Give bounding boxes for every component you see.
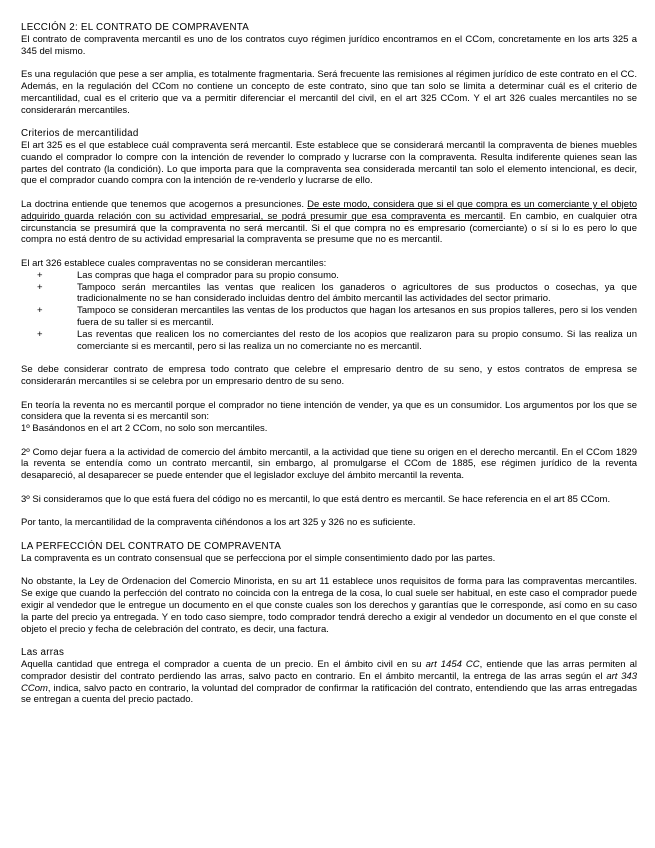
art325-paragraph: El art 325 es el que establece cuál compraventa será mercantil. Este establece que se considerará mercantil la compraventa de bienes muebles cuando el comprador lo compre con la intención de revender lo comprado y lucrarse con la compraventa. Resulta indiferente quienes sean las partes del contrato (la condición). Lo que importa para que la compraventa sea considerada mercantil tan solo el elemento intencional, es decir, que el comprador cuando compra con la intención de re-venderlo y lucrarse de ello. [21,139,637,187]
arras-heading: Las arras [21,647,65,659]
perfection-heading: LA PERFECCIÓN DEL CONTRATO DE COMPRAVENTA [21,541,282,553]
art343-reference: art 343 CCom [21,670,638,694]
consensual-paragraph: La compraventa es un contrato consensual que se perfecciona por el simple consentimiento dado por las partes. [21,552,496,564]
company-contract-paragraph: Se debe considerar contrato de empresa todo contrato que celebre el empresario dentro de su seno, y estos contratos de empresa se considerarán mercantiles si se celebra por un empresario dentro de su seno. [21,364,637,387]
list-item: + Las compras que haga el comprador para su propio consumo. [37,269,339,281]
bullet-plus-icon: + [37,281,43,293]
third-argument: 3º Si consideramos que lo que está fuera del código no es mercantil, lo que está dentro es mercantil. Se hace referencia en el art 85 CCom. [21,493,611,505]
first-argument: 1º Basándonos en el art 2 CCom, no solo son mercantiles. [21,423,268,435]
conclusion-paragraph: Por tanto, la mercantilidad de la compraventa ciñéndonos a los art 325 y 326 no es suficiente. [21,517,416,529]
intro-paragraph: El contrato de compraventa mercantil es uno de los contratos cuyo régimen jurídico encontramos en el CCom, concretamente en los arts 325 a 345 del mismo. [21,33,637,57]
doctrine-text-start: La doctrina entiende que tenemos que acogernos a presunciones. [21,198,308,210]
document-page [21,22,637,718]
theory-paragraph: En teoría la reventa no es mercantil porque el comprador no tiene intención de vender, ya que es un consumidor. Los argumentos por los que se considera que la reventa si es mercantil son: [21,399,637,423]
arras-paragraph: Aquella cantidad que entrega el comprador a cuenta de un precio. En el ámbito civil en su art 1454 CC, entiende que las arras permiten al comprador desistir del contrato perdiendo las arras, salvo pacto en contrario. En el ámbito mercantil, la entrega de las arras según el art 343 CCom, indica, salvo pacto en contrario, la voluntad del comprador de confirmar la ratificación del contrato, entendiendo que las arras entregadas se entregan a cuenta del precio pactado. [21,659,638,706]
list-item: + Tampoco se consideran mercantiles las ventas de los productos que hagan los artesanos en sus propios talleres, pero si los venden fuera de su taller si es mercantil. [37,305,637,328]
criteria-heading: Criterios de mercantilidad [21,128,139,140]
doctrine-paragraph [21,199,637,246]
list-item: + Las reventas que realicen los no comerciantes del resto de los acopios que realizaron para su propio consumo. Si las realiza un comerciante si es mercantil, pero si las realiza un no comerciante no es mercantil. [37,328,637,352]
regulation-paragraph: Es una regulación que pese a ser amplia, es totalmente fragmentaria. Será frecuente las remisiones al régimen jurídico de este contrato en el CC. Además, en la regulación del CCom no contiene un concepto de este contrato, sino que tan solo se limita a determinar cuál es el criterio de mercantilidad, cual es el criterio que va a permitir diferenciar el mercantil del civil, en el art 325 CCom. Y el art 326 cuales mercantiles no se considerarán mercantiles. [21,69,637,116]
doctrine-underlined-text: De este modo, considera que si el que compra es un comerciante y el objeto adquirido guarda relación con su actividad empresarial, se podrá presumir que esa compraventa es mercantil [21,198,637,222]
retail-law-paragraph: No obstante, la Ley de Ordenacion del Comercio Minorista, en su art 11 establece unos requisitos de forma para las compraventas mercantiles. Se exige que cuando la perfección del contrato no coincida con la entrega de la cosa, lo cual suele ser habitual, en este caso el comprador puede exigir al vendedor que le entregue un documento en el que conste cuales son los derechos y garantías que le corresponde, así como en su caso la parte del precio ya entregada. Y en todo caso siempre, todo comprador tendrá derecho a exigir al vendedor un documento en el que conste el objeto el precio y fecha de celebración del contrato, es decir, una factura. [21,576,637,635]
art326-paragraph: El art 326 establece cuales compraventas no se consideran mercantiles: [21,257,327,269]
doctrine-text-end: . En cambio, en cualquier otra circunstancia se presumirá que la compraventa no será mercantil. Si el que compra no es empresario (comerciante) o sí si lo es pero lo que compra no está dentro de su actividad empresarial la compraventa se presume que no es mercantil. [21,210,637,246]
bullet-plus-icon: + [37,305,43,317]
lesson-title: LECCIÓN 2: EL CONTRATO DE COMPRAVENTA [21,22,250,33]
list-item: + Tampoco serán mercantiles las ventas que realicen los ganaderos o agricultores de sus productos o cosechas, ya que tradicionalmente no se han considerado incluidas dentro del ámbito mercantil las actividades del sector primario. [37,281,637,305]
bullet-plus-icon: + [37,269,43,281]
exclusions-list [21,270,637,353]
second-argument: 2º Como dejar fuera a la actividad de comercio del ámbito mercantil, a la actividad que tiene su origen en el derecho mercantil. En el CCom 1829 la reventa se entendía como un contrato mercantil, sin embargo, al promulgarse el CCom de 1885, ese régimen jurídico de la reventa desapareció, al desaparecer se puede entender que el legislador excluye del ámbito mercantil la reventa. [21,446,637,482]
art1454-reference: art 1454 CC [425,659,480,671]
bullet-plus-icon: + [37,328,43,340]
